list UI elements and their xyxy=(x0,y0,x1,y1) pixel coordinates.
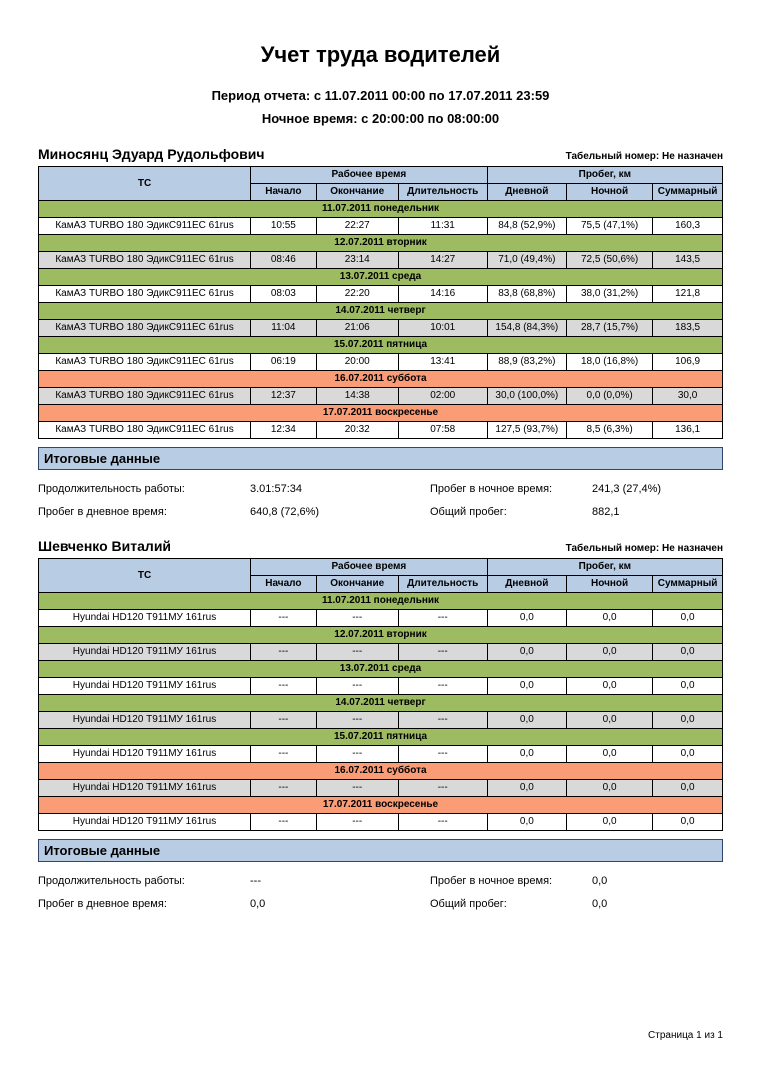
day-header-row xyxy=(39,763,723,780)
cell-duration: --- xyxy=(398,746,487,763)
cell-tc: КамАЗ TURBO 180 ЭдикС911ЕС 61rus xyxy=(39,218,251,235)
cell-night: 38,0 (31,2%) xyxy=(567,286,653,303)
cell-tc: КамАЗ TURBO 180 ЭдикС911ЕС 61rus xyxy=(39,388,251,405)
cell-day: 30,0 (100,0%) xyxy=(487,388,566,405)
vehicle-data-row xyxy=(39,814,723,831)
day-header: 16.07.2011 суббота xyxy=(39,763,723,780)
cell-total: 136,1 xyxy=(653,422,723,439)
table-body xyxy=(39,593,723,831)
cell-tc: КамАЗ TURBO 180 ЭдикС911ЕС 61rus xyxy=(39,320,251,337)
cell-night: 28,7 (15,7%) xyxy=(567,320,653,337)
cell-total: 183,5 xyxy=(653,320,723,337)
totals-grid xyxy=(38,483,723,518)
day-header-row xyxy=(39,729,723,746)
day-header-row xyxy=(39,797,723,814)
day-header-row xyxy=(39,337,723,354)
cell-start: --- xyxy=(251,610,317,627)
cell-duration: 07:58 xyxy=(398,422,487,439)
cell-start: --- xyxy=(251,712,317,729)
vehicle-data-row xyxy=(39,644,723,661)
vehicle-data-row xyxy=(39,320,723,337)
vehicle-data-row xyxy=(39,780,723,797)
personnel-number-label: Табельный номер: Не назначен xyxy=(565,543,723,554)
day-header: 11.07.2011 понедельник xyxy=(39,593,723,610)
driver-section xyxy=(38,146,723,518)
cell-start: --- xyxy=(251,814,317,831)
cell-tc: Hyundai HD120 Т911МУ 161rus xyxy=(39,644,251,661)
cell-start: 08:03 xyxy=(251,286,317,303)
cell-end: 14:38 xyxy=(316,388,398,405)
cell-duration: 14:16 xyxy=(398,286,487,303)
cell-tc: КамАЗ TURBO 180 ЭдикС911ЕС 61rus xyxy=(39,354,251,371)
cell-end: 22:20 xyxy=(316,286,398,303)
cell-night: 0,0 xyxy=(567,610,653,627)
table-head xyxy=(39,559,723,593)
day-header: 13.07.2011 среда xyxy=(39,661,723,678)
value-day-mileage: 640,8 (72,6%) xyxy=(250,506,320,518)
col-group-mileage: Пробег, км xyxy=(487,167,722,184)
col-group-work-time: Рабочее время xyxy=(251,167,488,184)
col-header-total-mileage: Суммарный xyxy=(653,184,723,201)
vehicle-data-row xyxy=(39,422,723,439)
cell-start: 06:19 xyxy=(251,354,317,371)
cell-tc: КамАЗ TURBO 180 ЭдикС911ЕС 61rus xyxy=(39,422,251,439)
cell-total: 0,0 xyxy=(653,678,723,695)
value-work-duration: --- xyxy=(250,875,261,887)
cell-start: --- xyxy=(251,678,317,695)
cell-tc: КамАЗ TURBO 180 ЭдикС911ЕС 61rus xyxy=(39,286,251,303)
cell-night: 0,0 (0,0%) xyxy=(567,388,653,405)
day-header: 15.07.2011 пятница xyxy=(39,729,723,746)
cell-tc: Hyundai HD120 Т911МУ 161rus xyxy=(39,712,251,729)
day-header: 12.07.2011 вторник xyxy=(39,627,723,644)
cell-end: --- xyxy=(316,780,398,797)
cell-night: 0,0 xyxy=(567,644,653,661)
personnel-number-label: Табельный номер: Не назначен xyxy=(565,151,723,162)
cell-start: 12:37 xyxy=(251,388,317,405)
cell-end: 20:32 xyxy=(316,422,398,439)
vehicle-data-row xyxy=(39,712,723,729)
driver-section xyxy=(38,538,723,910)
day-header: 17.07.2011 воскресенье xyxy=(39,797,723,814)
day-header: 14.07.2011 четверг xyxy=(39,695,723,712)
vehicle-data-row xyxy=(39,388,723,405)
cell-end: 20:00 xyxy=(316,354,398,371)
col-header-start: Начало xyxy=(251,184,317,201)
day-header-row xyxy=(39,593,723,610)
cell-day: 154,8 (84,3%) xyxy=(487,320,566,337)
cell-duration: --- xyxy=(398,780,487,797)
cell-duration: 10:01 xyxy=(398,320,487,337)
col-group-work-time: Рабочее время xyxy=(251,559,488,576)
day-header-row xyxy=(39,201,723,218)
cell-day: 0,0 xyxy=(487,814,566,831)
value-work-duration: 3.01:57:34 xyxy=(250,483,302,495)
vehicle-data-row xyxy=(39,252,723,269)
cell-day: 71,0 (49,4%) xyxy=(487,252,566,269)
driver-name: Миносянц Эдуард Рудольфович xyxy=(38,146,265,162)
col-header-duration: Длительность xyxy=(398,184,487,201)
day-header: 17.07.2011 воскресенье xyxy=(39,405,723,422)
cell-tc: Hyundai HD120 Т911МУ 161rus xyxy=(39,814,251,831)
cell-end: --- xyxy=(316,644,398,661)
day-header-row xyxy=(39,235,723,252)
cell-duration: 02:00 xyxy=(398,388,487,405)
col-header-day-mileage: Дневной xyxy=(487,576,566,593)
cell-total: 0,0 xyxy=(653,644,723,661)
night-time-range: Ночное время: с 20:00:00 по 08:00:00 xyxy=(261,111,500,126)
vehicle-data-row xyxy=(39,354,723,371)
driver-week-table xyxy=(38,166,723,439)
cell-tc: Hyundai HD120 Т911МУ 161rus xyxy=(39,678,251,695)
cell-start: 11:04 xyxy=(251,320,317,337)
report-title: Учет труда водителей xyxy=(260,42,501,67)
cell-day: 83,8 (68,8%) xyxy=(487,286,566,303)
cell-day: 84,8 (52,9%) xyxy=(487,218,566,235)
cell-night: 72,5 (50,6%) xyxy=(567,252,653,269)
col-header-total-mileage: Суммарный xyxy=(653,576,723,593)
cell-total: 0,0 xyxy=(653,780,723,797)
cell-total: 0,0 xyxy=(653,814,723,831)
label-total-mileage: Общий пробег: xyxy=(430,506,507,518)
cell-duration: --- xyxy=(398,610,487,627)
cell-night: 0,0 xyxy=(567,746,653,763)
value-total-mileage: 0,0 xyxy=(592,898,608,910)
col-header-tc: ТС xyxy=(39,559,251,593)
cell-end: --- xyxy=(316,746,398,763)
cell-end: --- xyxy=(316,712,398,729)
cell-night: 0,0 xyxy=(567,712,653,729)
report-period: Период отчета: с 11.07.2011 00:00 по 17.07.2011 23:59 xyxy=(211,88,550,103)
vehicle-data-row xyxy=(39,746,723,763)
cell-total: 0,0 xyxy=(653,610,723,627)
day-header: 16.07.2011 суббота xyxy=(39,371,723,388)
cell-total: 0,0 xyxy=(653,712,723,729)
cell-start: --- xyxy=(251,780,317,797)
cell-night: 0,0 xyxy=(567,678,653,695)
cell-total: 106,9 xyxy=(653,354,723,371)
table-body xyxy=(39,201,723,439)
cell-duration: --- xyxy=(398,678,487,695)
totals-header: Итоговые данные xyxy=(38,839,723,862)
cell-tc: Hyundai HD120 Т911МУ 161rus xyxy=(39,780,251,797)
day-header-row xyxy=(39,303,723,320)
cell-night: 0,0 xyxy=(567,780,653,797)
label-total-mileage: Общий пробег: xyxy=(430,898,507,910)
sections-container xyxy=(38,146,723,910)
table-head xyxy=(39,167,723,201)
vehicle-data-row xyxy=(39,218,723,235)
day-header-row xyxy=(39,661,723,678)
col-header-night-mileage: Ночной xyxy=(567,184,653,201)
col-group-mileage: Пробег, км xyxy=(487,559,722,576)
cell-day: 0,0 xyxy=(487,644,566,661)
cell-total: 143,5 xyxy=(653,252,723,269)
col-header-tc: ТС xyxy=(39,167,251,201)
col-header-start: Начало xyxy=(251,576,317,593)
cell-tc: Hyundai HD120 Т911МУ 161rus xyxy=(39,746,251,763)
label-day-mileage: Пробег в дневное время: xyxy=(38,506,167,518)
col-header-end: Окончание xyxy=(316,184,398,201)
cell-total: 160,3 xyxy=(653,218,723,235)
day-header-row xyxy=(39,405,723,422)
day-header: 14.07.2011 четверг xyxy=(39,303,723,320)
driver-name: Шевченко Виталий xyxy=(38,538,172,554)
day-header: 11.07.2011 понедельник xyxy=(39,201,723,218)
value-night-mileage: 0,0 xyxy=(592,875,608,887)
cell-end: 22:27 xyxy=(316,218,398,235)
label-night-mileage: Пробег в ночное время: xyxy=(430,875,553,887)
cell-start: --- xyxy=(251,644,317,661)
day-header: 12.07.2011 вторник xyxy=(39,235,723,252)
label-day-mileage: Пробег в дневное время: xyxy=(38,898,167,910)
day-header-row xyxy=(39,695,723,712)
cell-start: 10:55 xyxy=(251,218,317,235)
cell-night: 18,0 (16,8%) xyxy=(567,354,653,371)
col-header-day-mileage: Дневной xyxy=(487,184,566,201)
label-night-mileage: Пробег в ночное время: xyxy=(430,483,553,495)
cell-night: 0,0 xyxy=(567,814,653,831)
col-header-night-mileage: Ночной xyxy=(567,576,653,593)
vehicle-data-row xyxy=(39,678,723,695)
cell-day: 88,9 (83,2%) xyxy=(487,354,566,371)
driver-week-table xyxy=(38,558,723,831)
day-header-row xyxy=(39,627,723,644)
cell-total: 121,8 xyxy=(653,286,723,303)
cell-night: 75,5 (47,1%) xyxy=(567,218,653,235)
cell-duration: 14:27 xyxy=(398,252,487,269)
day-header-row xyxy=(39,371,723,388)
cell-duration: --- xyxy=(398,712,487,729)
day-header: 15.07.2011 пятница xyxy=(39,337,723,354)
cell-total: 0,0 xyxy=(653,746,723,763)
cell-duration: 11:31 xyxy=(398,218,487,235)
cell-end: 21:06 xyxy=(316,320,398,337)
cell-tc: Hyundai HD120 Т911МУ 161rus xyxy=(39,610,251,627)
cell-end: --- xyxy=(316,814,398,831)
cell-start: 12:34 xyxy=(251,422,317,439)
section-header xyxy=(38,538,723,554)
value-total-mileage: 882,1 xyxy=(592,506,620,518)
cell-start: --- xyxy=(251,746,317,763)
label-work-duration: Продолжительность работы: xyxy=(38,483,185,495)
cell-day: 0,0 xyxy=(487,746,566,763)
section-header xyxy=(38,146,723,162)
col-header-end: Окончание xyxy=(316,576,398,593)
day-header: 13.07.2011 среда xyxy=(39,269,723,286)
cell-start: 08:46 xyxy=(251,252,317,269)
cell-night: 8,5 (6,3%) xyxy=(567,422,653,439)
cell-day: 127,5 (93,7%) xyxy=(487,422,566,439)
vehicle-data-row xyxy=(39,286,723,303)
cell-day: 0,0 xyxy=(487,780,566,797)
cell-day: 0,0 xyxy=(487,712,566,729)
col-header-duration: Длительность xyxy=(398,576,487,593)
page-number: Страница 1 из 1 xyxy=(648,1030,723,1041)
cell-total: 30,0 xyxy=(653,388,723,405)
vehicle-data-row xyxy=(39,610,723,627)
totals-grid xyxy=(38,875,723,910)
cell-day: 0,0 xyxy=(487,610,566,627)
header-row-groups xyxy=(39,559,723,576)
cell-duration: --- xyxy=(398,644,487,661)
label-work-duration: Продолжительность работы: xyxy=(38,875,185,887)
value-night-mileage: 241,3 (27,4%) xyxy=(592,483,662,495)
day-header-row xyxy=(39,269,723,286)
cell-end: --- xyxy=(316,678,398,695)
cell-duration: --- xyxy=(398,814,487,831)
totals-header: Итоговые данные xyxy=(38,447,723,470)
cell-tc: КамАЗ TURBO 180 ЭдикС911ЕС 61rus xyxy=(39,252,251,269)
value-day-mileage: 0,0 xyxy=(250,898,266,910)
header-row-groups xyxy=(39,167,723,184)
cell-end: --- xyxy=(316,610,398,627)
cell-duration: 13:41 xyxy=(398,354,487,371)
cell-day: 0,0 xyxy=(487,678,566,695)
cell-end: 23:14 xyxy=(316,252,398,269)
